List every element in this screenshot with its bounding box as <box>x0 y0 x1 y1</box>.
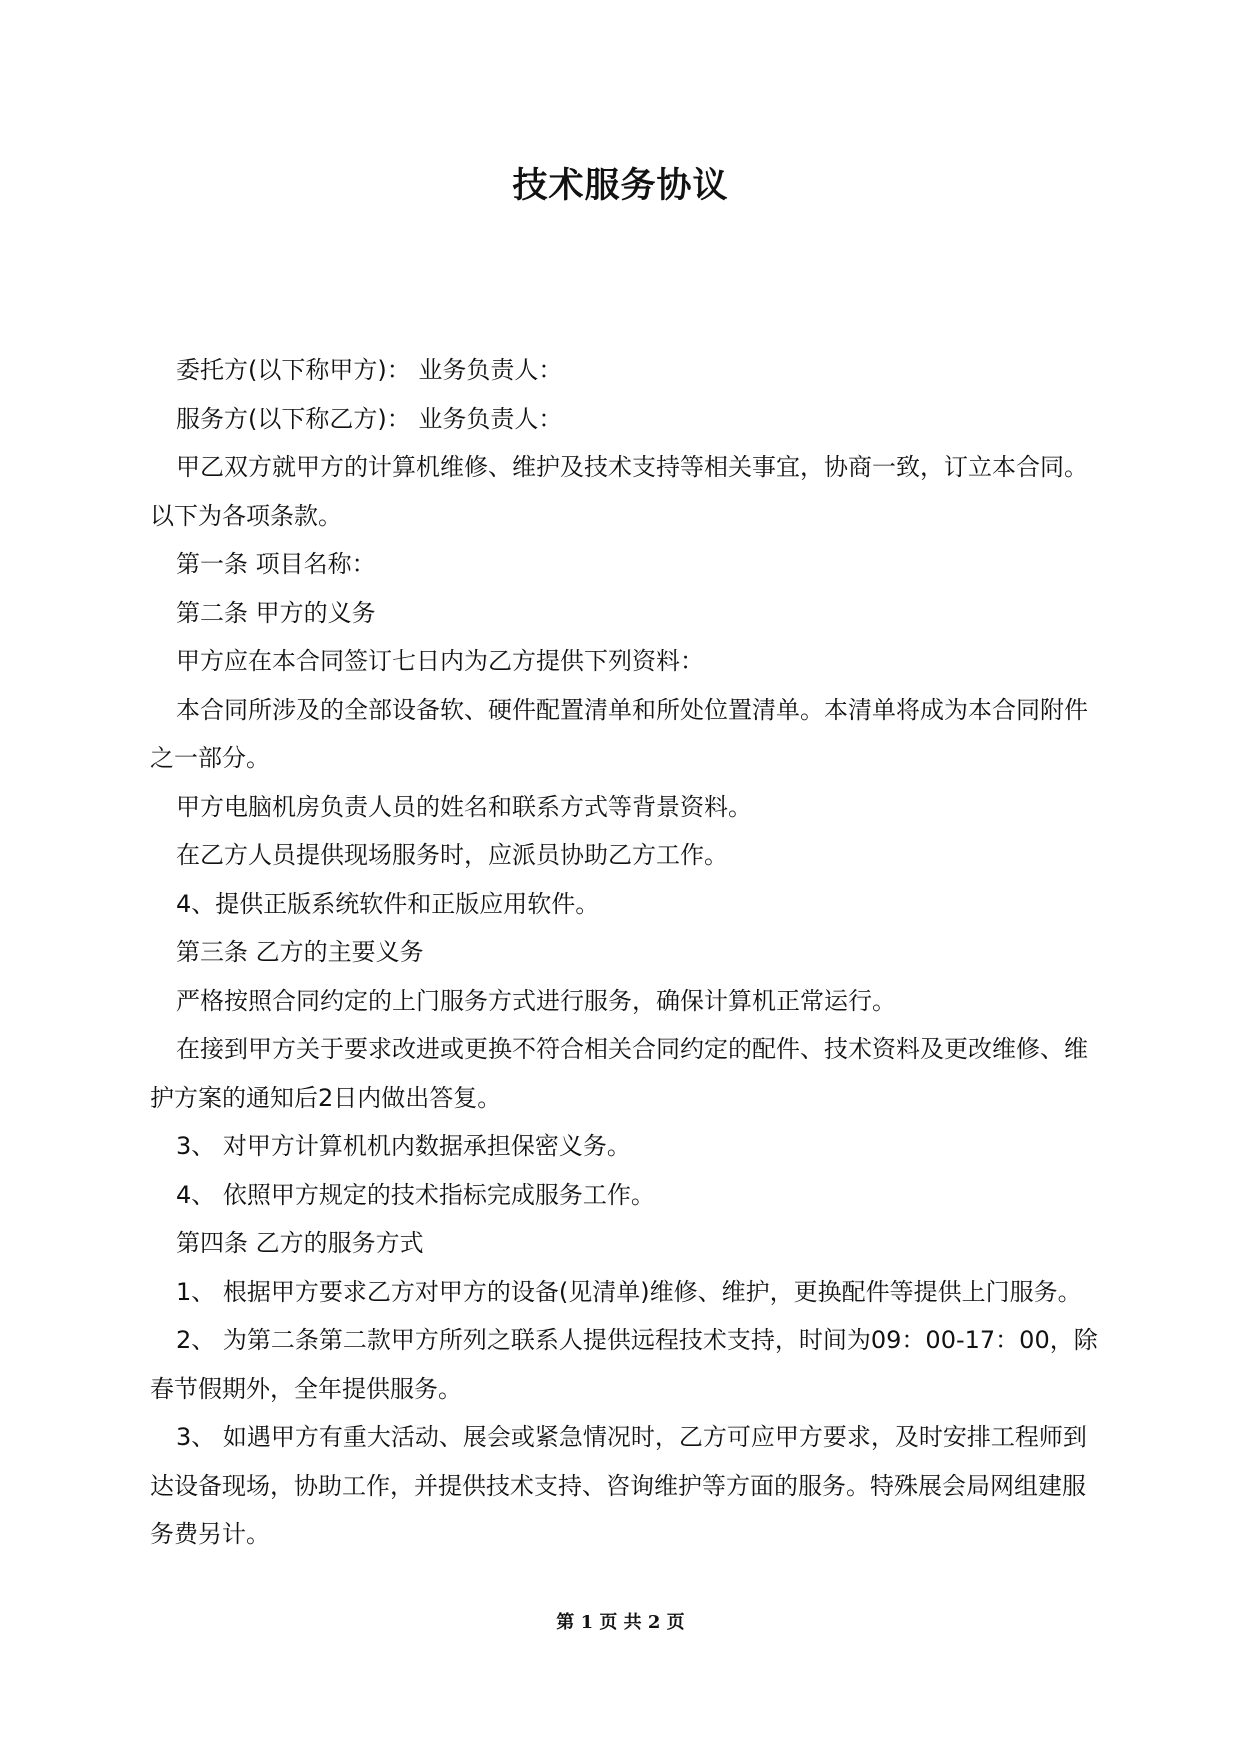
article-4-item-3: 3、 如遇甲方有重大活动、展会或紧急情况时，乙方可应甲方要求，及时安排工程师到达设备现场，协助工作，并提供技术支持、咨询维护等方面的服务。特殊展会局网组建服务费另计。 <box>150 1423 1087 1548</box>
article-2-item-3: 在乙方人员提供现场服务时，应派员协助乙方工作。 <box>176 841 728 869</box>
document-body <box>150 346 1100 1559</box>
article-4-item-2: 2、 为第二条第二款甲方所列之联系人提供远程技术支持，时间为09：00-17：00，除春节假期外，全年提供服务。 <box>150 1326 1098 1403</box>
preamble-paragraph: 甲乙双方就甲方的计算机维修、维护及技术支持等相关事宜，协商一致，订立本合同。以下为各项条款。 <box>150 453 1088 530</box>
article-3-item-4: 4、 依照甲方规定的技术指标完成服务工作。 <box>176 1180 655 1209</box>
party-a-line: 委托方(以下称甲方)： 业务负责人： <box>176 356 563 384</box>
article-3-heading: 第三条 乙方的主要义务 <box>176 938 424 966</box>
article-2-item-4: 4、提供正版系统软件和正版应用软件。 <box>176 889 600 918</box>
party-b-line: 服务方(以下称乙方)： 业务负责人： <box>176 404 563 433</box>
article-2-heading: 第二条 甲方的义务 <box>176 598 376 627</box>
article-2-intro: 甲方应在本合同签订七日内为乙方提供下列资料： <box>176 647 704 675</box>
article-3-item-2: 在接到甲方关于要求改进或更换不符合相关合同约定的配件、技术资料及更改维修、维护方案的通知后2日内做出答复。 <box>150 1035 1088 1112</box>
article-3-item-1: 严格按照合同约定的上门服务方式进行服务，确保计算机正常运行。 <box>176 986 896 1015</box>
article-3-item-3: 3、 对甲方计算机机内数据承担保密义务。 <box>176 1132 631 1160</box>
page-number-footer: 第 1 页 共 2 页 <box>556 1612 685 1633</box>
document-title: 技术服务协议 <box>512 166 729 206</box>
article-2-item-2: 甲方电脑机房负责人员的姓名和联系方式等背景资料。 <box>176 792 752 821</box>
article-1-heading: 第一条 项目名称： <box>176 550 376 578</box>
article-4-item-1: 1、 根据甲方要求乙方对甲方的设备(见清单)维修、维护，更换配件等提供上门服务。 <box>176 1277 1082 1306</box>
article-4-heading: 第四条 乙方的服务方式 <box>176 1229 424 1257</box>
article-2-item-1: 本合同所涉及的全部设备软、硬件配置清单和所处位置清单。本清单将成为本合同附件之一部分。 <box>150 695 1088 772</box>
